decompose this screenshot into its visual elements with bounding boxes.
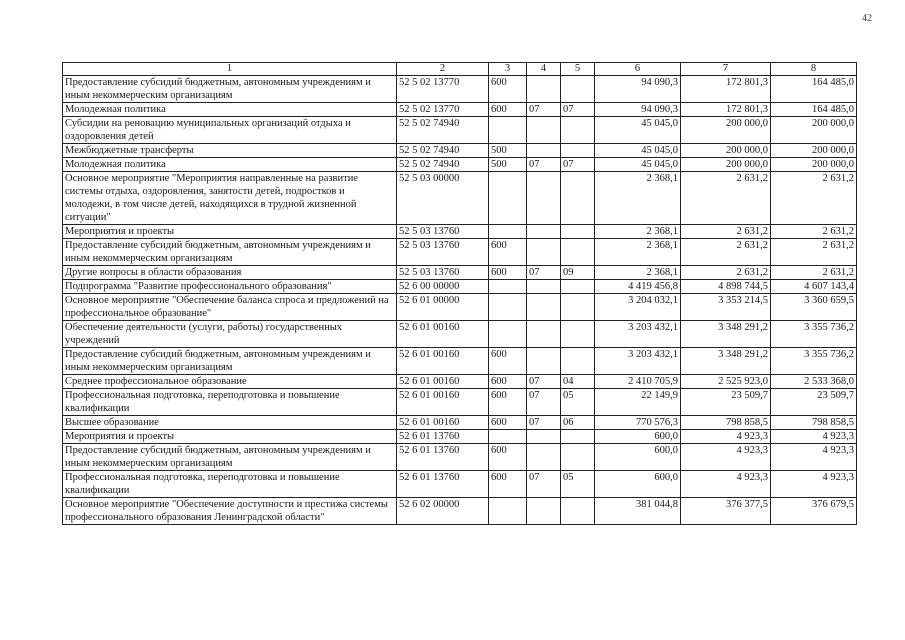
column-header: 8 bbox=[771, 63, 857, 76]
amount-col7-cell: 798 858,5 bbox=[681, 416, 771, 430]
expense-type-cell: 600 bbox=[489, 375, 527, 389]
table-row bbox=[63, 375, 857, 389]
target-code-cell: 52 5 02 13770 bbox=[397, 76, 489, 103]
target-code-cell: 52 6 01 13760 bbox=[397, 471, 489, 498]
table-row bbox=[63, 158, 857, 172]
target-code-cell: 52 5 02 74940 bbox=[397, 117, 489, 144]
table-row bbox=[63, 172, 857, 225]
amount-col8-cell: 2 631,2 bbox=[771, 225, 857, 239]
table-row bbox=[63, 76, 857, 103]
amount-col8-cell: 200 000,0 bbox=[771, 144, 857, 158]
table-header-row bbox=[63, 63, 857, 76]
amount-col8-cell: 2 533 368,0 bbox=[771, 375, 857, 389]
amount-col6-cell: 2 368,1 bbox=[595, 266, 681, 280]
amount-col7-cell: 3 353 214,5 bbox=[681, 294, 771, 321]
section-cell: 07 bbox=[527, 471, 561, 498]
section-cell: 07 bbox=[527, 416, 561, 430]
row-name-cell: Предоставление субсидий бюджетным, автономным учреждениям и иным некоммерческим организациям bbox=[63, 76, 397, 103]
target-code-cell: 52 5 03 13760 bbox=[397, 239, 489, 266]
expense-type-cell bbox=[489, 430, 527, 444]
amount-col8-cell: 2 631,2 bbox=[771, 172, 857, 225]
table-row bbox=[63, 389, 857, 416]
amount-col8-cell: 2 631,2 bbox=[771, 266, 857, 280]
amount-col6-cell: 45 045,0 bbox=[595, 144, 681, 158]
amount-col7-cell: 2 631,2 bbox=[681, 225, 771, 239]
expense-type-cell bbox=[489, 280, 527, 294]
column-header: 4 bbox=[527, 63, 561, 76]
target-code-cell: 52 6 00 00000 bbox=[397, 280, 489, 294]
row-name-cell: Подпрограмма "Развитие профессионального образования" bbox=[63, 280, 397, 294]
subsection-cell: 07 bbox=[561, 103, 595, 117]
section-cell bbox=[527, 321, 561, 348]
target-code-cell: 52 5 03 13760 bbox=[397, 225, 489, 239]
section-cell bbox=[527, 430, 561, 444]
amount-col7-cell: 4 898 744,5 bbox=[681, 280, 771, 294]
row-name-cell: Мероприятия и проекты bbox=[63, 430, 397, 444]
row-name-cell: Профессиональная подготовка, переподготовка и повышение квалификации bbox=[63, 389, 397, 416]
expense-type-cell bbox=[489, 498, 527, 525]
table-row bbox=[63, 117, 857, 144]
section-cell bbox=[527, 294, 561, 321]
amount-col6-cell: 2 368,1 bbox=[595, 172, 681, 225]
table-row bbox=[63, 266, 857, 280]
row-name-cell: Межбюджетные трансферты bbox=[63, 144, 397, 158]
expense-type-cell bbox=[489, 225, 527, 239]
budget-table bbox=[62, 62, 857, 525]
target-code-cell: 52 6 01 13760 bbox=[397, 444, 489, 471]
amount-col6-cell: 3 203 432,1 bbox=[595, 321, 681, 348]
expense-type-cell: 600 bbox=[489, 76, 527, 103]
section-cell: 07 bbox=[527, 375, 561, 389]
section-cell bbox=[527, 117, 561, 144]
amount-col6-cell: 22 149,9 bbox=[595, 389, 681, 416]
section-cell: 07 bbox=[527, 266, 561, 280]
table-row bbox=[63, 294, 857, 321]
amount-col6-cell: 94 090,3 bbox=[595, 103, 681, 117]
amount-col6-cell: 600,0 bbox=[595, 471, 681, 498]
amount-col8-cell: 4 923,3 bbox=[771, 444, 857, 471]
table-row bbox=[63, 103, 857, 117]
amount-col8-cell: 23 509,7 bbox=[771, 389, 857, 416]
amount-col7-cell: 4 923,3 bbox=[681, 471, 771, 498]
amount-col7-cell: 172 801,3 bbox=[681, 103, 771, 117]
section-cell bbox=[527, 444, 561, 471]
amount-col7-cell: 3 348 291,2 bbox=[681, 348, 771, 375]
amount-col7-cell: 2 525 923,0 bbox=[681, 375, 771, 389]
amount-col6-cell: 2 368,1 bbox=[595, 239, 681, 266]
subsection-cell bbox=[561, 117, 595, 144]
amount-col6-cell: 770 576,3 bbox=[595, 416, 681, 430]
row-name-cell: Высшее образование bbox=[63, 416, 397, 430]
amount-col7-cell: 4 923,3 bbox=[681, 444, 771, 471]
section-cell: 07 bbox=[527, 158, 561, 172]
amount-col7-cell: 3 348 291,2 bbox=[681, 321, 771, 348]
row-name-cell: Молодежная политика bbox=[63, 158, 397, 172]
section-cell bbox=[527, 280, 561, 294]
expense-type-cell bbox=[489, 294, 527, 321]
expense-type-cell: 600 bbox=[489, 444, 527, 471]
section-cell bbox=[527, 239, 561, 266]
amount-col7-cell: 23 509,7 bbox=[681, 389, 771, 416]
amount-col6-cell: 600,0 bbox=[595, 444, 681, 471]
amount-col6-cell: 45 045,0 bbox=[595, 117, 681, 144]
amount-col6-cell: 2 368,1 bbox=[595, 225, 681, 239]
subsection-cell bbox=[561, 144, 595, 158]
row-name-cell: Предоставление субсидий бюджетным, автономным учреждениям и иным некоммерческим организациям bbox=[63, 444, 397, 471]
amount-col6-cell: 600,0 bbox=[595, 430, 681, 444]
amount-col6-cell: 45 045,0 bbox=[595, 158, 681, 172]
column-header: 7 bbox=[681, 63, 771, 76]
expense-type-cell bbox=[489, 172, 527, 225]
expense-type-cell: 600 bbox=[489, 416, 527, 430]
section-cell bbox=[527, 172, 561, 225]
section-cell: 07 bbox=[527, 389, 561, 416]
page-number: 42 bbox=[862, 13, 872, 24]
expense-type-cell: 600 bbox=[489, 103, 527, 117]
amount-col8-cell: 376 679,5 bbox=[771, 498, 857, 525]
target-code-cell: 52 6 01 00000 bbox=[397, 294, 489, 321]
target-code-cell: 52 5 02 13770 bbox=[397, 103, 489, 117]
target-code-cell: 52 6 01 00160 bbox=[397, 375, 489, 389]
subsection-cell bbox=[561, 294, 595, 321]
target-code-cell: 52 5 03 00000 bbox=[397, 172, 489, 225]
row-name-cell: Субсидии на реновацию муниципальных организаций отдыха и оздоровления детей bbox=[63, 117, 397, 144]
subsection-cell bbox=[561, 172, 595, 225]
amount-col8-cell: 4 923,3 bbox=[771, 471, 857, 498]
amount-col7-cell: 4 923,3 bbox=[681, 430, 771, 444]
amount-col8-cell: 200 000,0 bbox=[771, 158, 857, 172]
row-name-cell: Основное мероприятие "Обеспечение доступности и престижа системы профессионального образования Ленинградской области" bbox=[63, 498, 397, 525]
expense-type-cell: 600 bbox=[489, 389, 527, 416]
column-header: 3 bbox=[489, 63, 527, 76]
row-name-cell: Обеспечение деятельности (услуги, работы) государственных учреждений bbox=[63, 321, 397, 348]
subsection-cell: 06 bbox=[561, 416, 595, 430]
table-row bbox=[63, 471, 857, 498]
amount-col7-cell: 200 000,0 bbox=[681, 144, 771, 158]
expense-type-cell: 600 bbox=[489, 239, 527, 266]
target-code-cell: 52 5 03 13760 bbox=[397, 266, 489, 280]
subsection-cell bbox=[561, 225, 595, 239]
expense-type-cell: 600 bbox=[489, 266, 527, 280]
row-name-cell: Молодежная политика bbox=[63, 103, 397, 117]
row-name-cell: Основное мероприятие "Мероприятия направленные на развитие системы отдыха, оздоровления, занятости детей, подростков и молодежи, в том числе детей, находящихся в трудной жизненной ситуации" bbox=[63, 172, 397, 225]
amount-col7-cell: 172 801,3 bbox=[681, 76, 771, 103]
section-cell bbox=[527, 76, 561, 103]
table-row bbox=[63, 280, 857, 294]
section-cell bbox=[527, 225, 561, 239]
amount-col7-cell: 2 631,2 bbox=[681, 239, 771, 266]
table-row bbox=[63, 225, 857, 239]
amount-col7-cell: 376 377,5 bbox=[681, 498, 771, 525]
subsection-cell bbox=[561, 321, 595, 348]
target-code-cell: 52 6 01 00160 bbox=[397, 389, 489, 416]
amount-col8-cell: 164 485,0 bbox=[771, 76, 857, 103]
subsection-cell: 09 bbox=[561, 266, 595, 280]
table-row bbox=[63, 416, 857, 430]
amount-col8-cell: 3 355 736,2 bbox=[771, 321, 857, 348]
amount-col6-cell: 3 203 432,1 bbox=[595, 348, 681, 375]
amount-col8-cell: 4 923,3 bbox=[771, 430, 857, 444]
section-cell bbox=[527, 348, 561, 375]
amount-col7-cell: 2 631,2 bbox=[681, 266, 771, 280]
amount-col7-cell: 200 000,0 bbox=[681, 158, 771, 172]
table-row bbox=[63, 430, 857, 444]
amount-col8-cell: 164 485,0 bbox=[771, 103, 857, 117]
row-name-cell: Другие вопросы в области образования bbox=[63, 266, 397, 280]
expense-type-cell: 600 bbox=[489, 348, 527, 375]
row-name-cell: Предоставление субсидий бюджетным, автономным учреждениям и иным некоммерческим организациям bbox=[63, 348, 397, 375]
subsection-cell: 07 bbox=[561, 158, 595, 172]
amount-col8-cell: 200 000,0 bbox=[771, 117, 857, 144]
amount-col6-cell: 381 044,8 bbox=[595, 498, 681, 525]
subsection-cell bbox=[561, 444, 595, 471]
amount-col7-cell: 2 631,2 bbox=[681, 172, 771, 225]
amount-col8-cell: 3 355 736,2 bbox=[771, 348, 857, 375]
row-name-cell: Мероприятия и проекты bbox=[63, 225, 397, 239]
amount-col7-cell: 200 000,0 bbox=[681, 117, 771, 144]
section-cell: 07 bbox=[527, 103, 561, 117]
expense-type-cell: 500 bbox=[489, 158, 527, 172]
amount-col6-cell: 2 410 705,9 bbox=[595, 375, 681, 389]
row-name-cell: Основное мероприятие "Обеспечение баланса спроса и предложений на профессиональное образование" bbox=[63, 294, 397, 321]
target-code-cell: 52 6 02 00000 bbox=[397, 498, 489, 525]
target-code-cell: 52 6 01 13760 bbox=[397, 430, 489, 444]
target-code-cell: 52 6 01 00160 bbox=[397, 416, 489, 430]
row-name-cell: Предоставление субсидий бюджетным, автономным учреждениям и иным некоммерческим организациям bbox=[63, 239, 397, 266]
table-row bbox=[63, 498, 857, 525]
amount-col8-cell: 3 360 659,5 bbox=[771, 294, 857, 321]
expense-type-cell bbox=[489, 117, 527, 144]
subsection-cell bbox=[561, 498, 595, 525]
column-header: 1 bbox=[63, 63, 397, 76]
table-body bbox=[63, 76, 857, 525]
amount-col8-cell: 4 607 143,4 bbox=[771, 280, 857, 294]
subsection-cell bbox=[561, 430, 595, 444]
expense-type-cell: 500 bbox=[489, 144, 527, 158]
column-header: 6 bbox=[595, 63, 681, 76]
column-header: 2 bbox=[397, 63, 489, 76]
table-row bbox=[63, 348, 857, 375]
subsection-cell bbox=[561, 239, 595, 266]
subsection-cell bbox=[561, 348, 595, 375]
section-cell bbox=[527, 498, 561, 525]
row-name-cell: Профессиональная подготовка, переподготовка и повышение квалификации bbox=[63, 471, 397, 498]
table-row bbox=[63, 144, 857, 158]
amount-col6-cell: 3 204 032,1 bbox=[595, 294, 681, 321]
table-row bbox=[63, 321, 857, 348]
table-row bbox=[63, 444, 857, 471]
table-row bbox=[63, 239, 857, 266]
amount-col6-cell: 4 419 456,8 bbox=[595, 280, 681, 294]
target-code-cell: 52 5 02 74940 bbox=[397, 144, 489, 158]
section-cell bbox=[527, 144, 561, 158]
subsection-cell: 04 bbox=[561, 375, 595, 389]
column-header: 5 bbox=[561, 63, 595, 76]
subsection-cell: 05 bbox=[561, 389, 595, 416]
amount-col6-cell: 94 090,3 bbox=[595, 76, 681, 103]
row-name-cell: Среднее профессиональное образование bbox=[63, 375, 397, 389]
target-code-cell: 52 5 02 74940 bbox=[397, 158, 489, 172]
subsection-cell: 05 bbox=[561, 471, 595, 498]
expense-type-cell: 600 bbox=[489, 471, 527, 498]
amount-col8-cell: 798 858,5 bbox=[771, 416, 857, 430]
target-code-cell: 52 6 01 00160 bbox=[397, 321, 489, 348]
target-code-cell: 52 6 01 00160 bbox=[397, 348, 489, 375]
subsection-cell bbox=[561, 280, 595, 294]
subsection-cell bbox=[561, 76, 595, 103]
expense-type-cell bbox=[489, 321, 527, 348]
amount-col8-cell: 2 631,2 bbox=[771, 239, 857, 266]
